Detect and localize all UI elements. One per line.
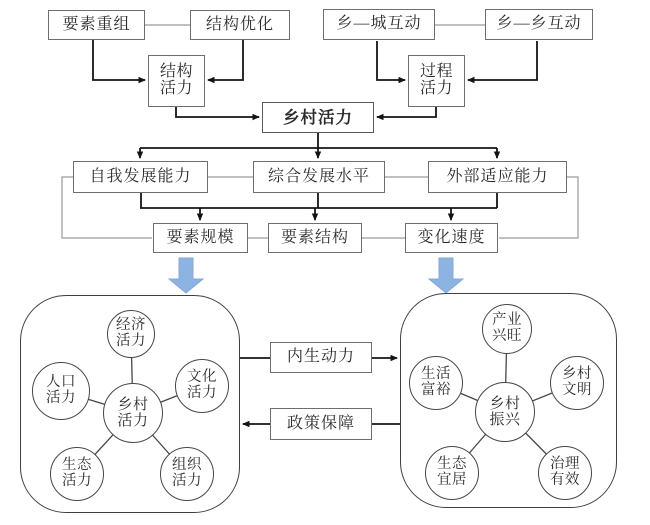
- circle-label-line: 活力: [116, 333, 146, 349]
- circle-rural-civilization: [550, 356, 604, 410]
- circle-label-line: 文明: [562, 382, 592, 398]
- node-rural-urban-interaction: 乡—城互动: [323, 9, 435, 40]
- circle-label-line: 活力: [172, 473, 202, 489]
- circle-label-line: 治理: [550, 456, 580, 473]
- blue-down-arrow-icon-left: [169, 258, 203, 293]
- blue-down-arrow-icon-right: [429, 258, 463, 293]
- circle-affluent-life: [409, 356, 463, 410]
- circle-label-line: 富裕: [421, 382, 451, 398]
- circle-population-vitality: [32, 362, 90, 420]
- node-element-restructuring: 要素重组: [48, 10, 145, 40]
- circle-rural-revitalization-center: [475, 382, 535, 442]
- circle-industrial-prosperity: [482, 304, 532, 354]
- circle-label-line: 文化: [187, 369, 217, 386]
- node-self-development-capacity: 自我发展能力: [73, 161, 208, 193]
- circle-label-line: 生态: [437, 456, 467, 473]
- node-structural-vitality-line1: 结构: [159, 63, 193, 81]
- circle-label-line: 乡村: [489, 395, 521, 412]
- circle-label-line: 产业: [492, 312, 522, 329]
- node-policy-guarantee: 政策保障: [270, 408, 372, 440]
- circle-label-line: 乡村: [562, 366, 592, 383]
- circle-ecological-vitality: [50, 447, 104, 501]
- circle-label-line: 生态: [62, 457, 92, 474]
- circle-label-line: 振兴: [489, 412, 521, 428]
- node-process-vitality: [408, 55, 465, 107]
- node-structure-optimization: 结构优化: [190, 10, 290, 40]
- node-process-vitality-line1: 过程: [419, 63, 453, 81]
- circle-economic-vitality: [107, 310, 155, 358]
- circle-label-line: 宜居: [437, 472, 467, 488]
- circle-label-line: 组织: [172, 457, 202, 474]
- node-comprehensive-development-level: 综合发展水平: [253, 161, 385, 193]
- circle-cultural-vitality: [175, 359, 229, 413]
- circle-label-line: 经济: [116, 317, 146, 334]
- node-change-speed: 变化速度: [405, 223, 498, 253]
- node-endogenous-power: 内生动力: [270, 342, 372, 373]
- node-rural-rural-interaction: 乡—乡互动: [485, 9, 593, 40]
- node-element-structure: 要素结构: [268, 223, 362, 253]
- circle-label-line: 活力: [62, 473, 92, 489]
- circle-label-line: 活力: [46, 390, 76, 406]
- circle-label-line: 活力: [117, 413, 149, 429]
- circle-rural-vitality-center: [103, 383, 163, 443]
- circle-label-line: 活力: [187, 385, 217, 401]
- node-process-vitality-line2: 活力: [419, 80, 453, 97]
- node-element-scale: 要素规模: [153, 223, 248, 253]
- node-structural-vitality: [148, 55, 205, 107]
- circle-label-line: 有效: [550, 472, 580, 488]
- node-rural-vitality-main: 乡村活力: [262, 102, 374, 133]
- circle-label-line: 乡村: [117, 396, 149, 413]
- circle-effective-governance: [538, 446, 592, 500]
- node-structural-vitality-line2: 活力: [159, 80, 193, 97]
- circle-ecological-livability: [425, 446, 479, 500]
- circle-label-line: 兴旺: [492, 328, 522, 344]
- node-external-adaptation-capacity: 外部适应能力: [428, 161, 567, 193]
- circle-organizational-vitality: [160, 447, 214, 501]
- circle-label-line: 生活: [421, 366, 451, 383]
- circle-label-line: 人口: [46, 374, 76, 391]
